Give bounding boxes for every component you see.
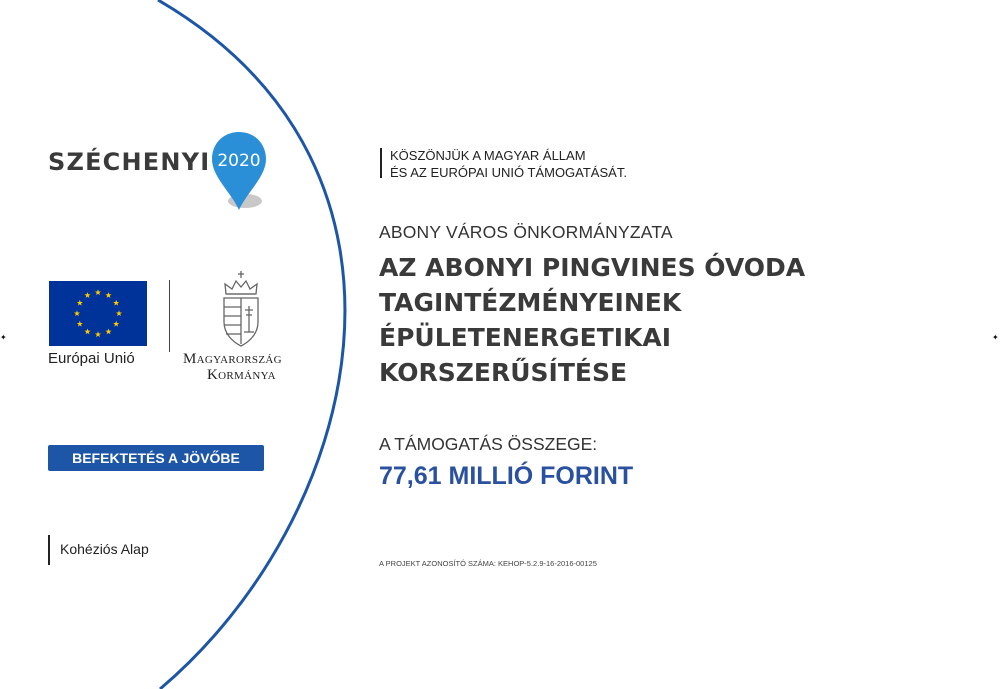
szechenyi-logo-word: SZÉCHENYI [48,148,211,176]
invest-in-future-badge: BEFEKTETÉS A JÖVŐBE [48,445,264,471]
hungarian-coat-of-arms-icon [217,270,265,348]
thanks-line1: KÖSZÖNJÜK A MAGYAR ÁLLAM [390,148,586,163]
szechenyi-year: 2020 [217,151,261,171]
thanks-text [390,147,627,181]
project-title-line: AZ ABONYI PINGVINES ÓVODA [379,253,806,282]
eu-label: Európai Unió [48,350,135,367]
project-title-line: ÉPÜLETENERGETIKAI [379,323,672,352]
project-title-line: TAGINTÉZMÉNYEINEK [379,288,682,317]
support-label: A TÁMOGATÁS ÖSSZEGE: [379,434,598,454]
government-label-line1: Magyarország [183,351,282,367]
thanks-divider [380,148,382,178]
thanks-line2: ÉS AZ EURÓPAI UNIÓ TÁMOGATÁSÁT. [390,165,627,180]
szechenyi-2020-pin-icon [211,130,271,215]
fund-divider [48,535,50,565]
registration-mark-icon: ✦ [992,333,999,342]
logo-divider [169,280,170,352]
project-title-line: KORSZERŰSÍTÉSE [379,358,628,387]
registration-mark-icon: ✦ [0,333,7,342]
government-label-line2: Kormánya [207,367,276,383]
beneficiary: ABONY VÁROS ÖNKORMÁNYZATA [379,222,673,242]
project-id: A PROJEKT AZONOSÍTÓ SZÁMA: KEHOP-5.2.9-16-2016-00125 [379,559,597,568]
fund-label: Kohéziós Alap [60,541,149,557]
eu-flag-icon [49,281,147,346]
project-title [379,250,979,390]
support-amount: 77,61 MILLIÓ FORINT [379,462,634,490]
